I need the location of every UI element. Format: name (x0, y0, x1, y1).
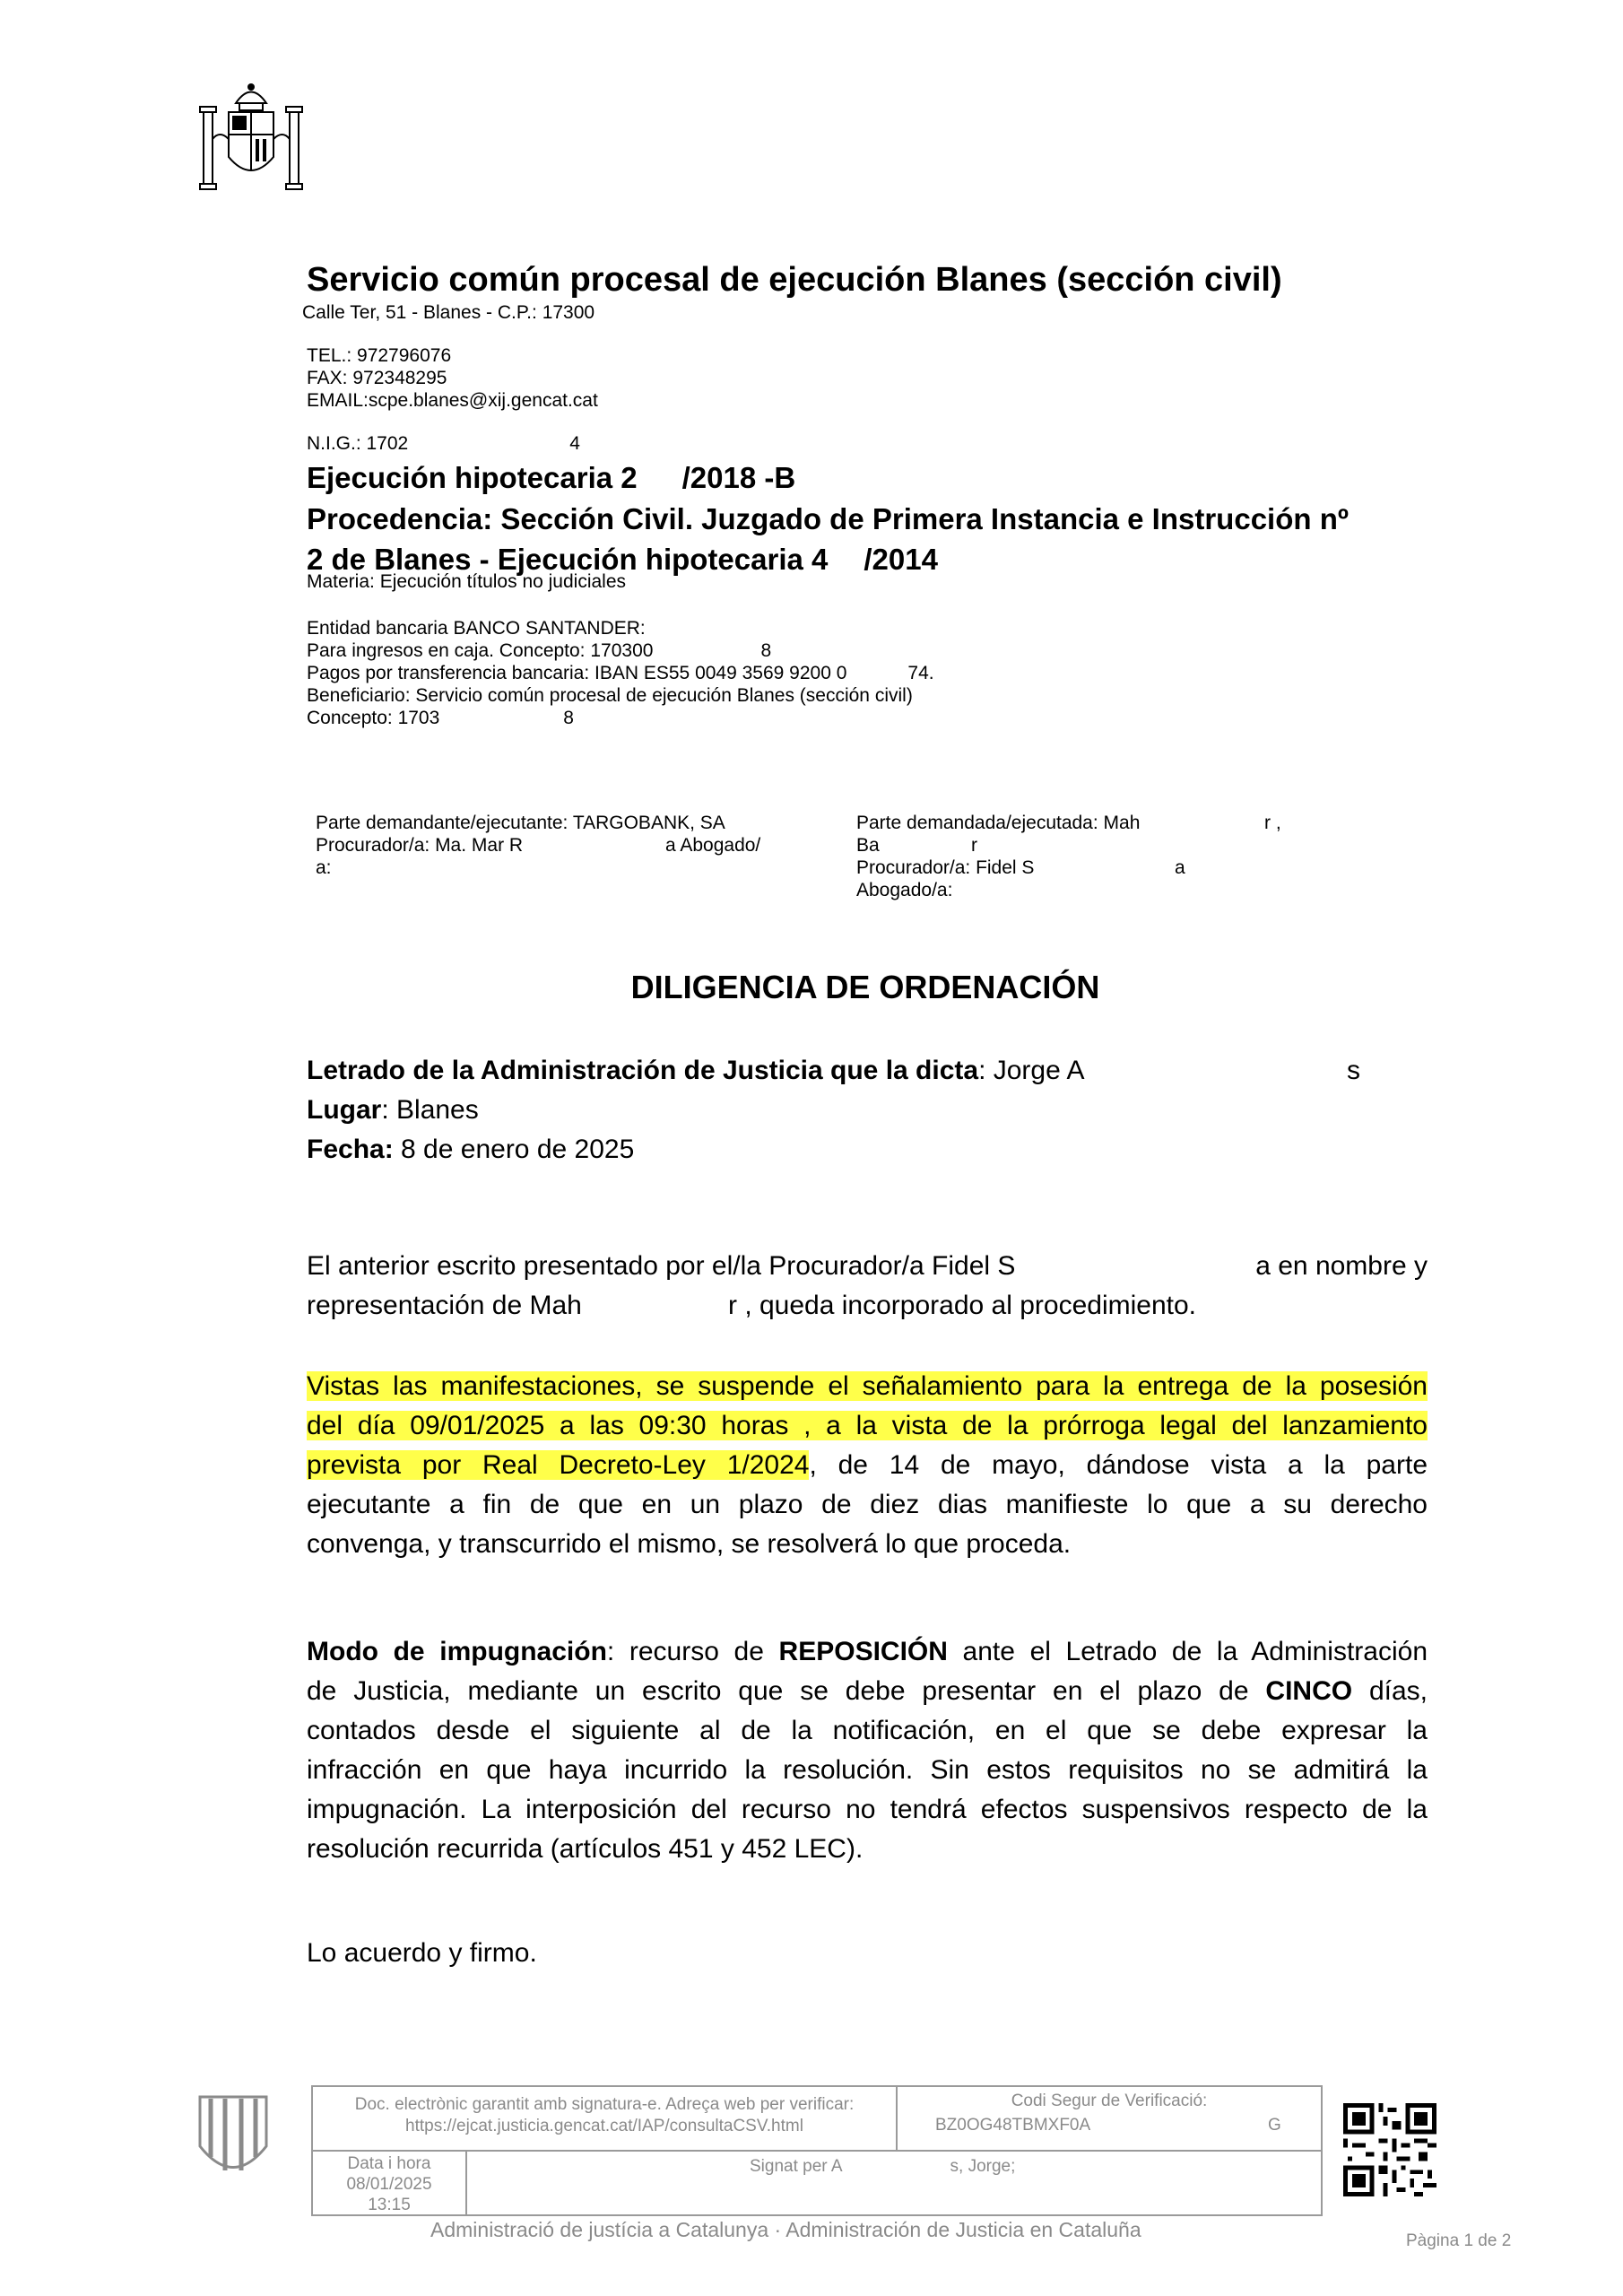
bank-concepto-a: Concepto: 1703 (307, 708, 440, 728)
date-value: 08/01/2025 (346, 2175, 432, 2194)
p2-line-4: ejecutante a fin de que en un plazo de diez dias manifieste lo que a su derecho (307, 1490, 1428, 1519)
party-plaintiff: Parte demandante/ejecutante: TARGOBANK, SA (316, 813, 725, 833)
party-right-3a: Procurador/a: Fidel S (856, 857, 1035, 878)
p2-line-2: del día 09/01/2025 a las 09:30 horas , a la vista de la prórroga legal del lanzamiento (307, 1411, 1428, 1440)
p1-d: r , queda incorporado al procedimiento. (728, 1291, 1196, 1320)
fax: FAX: 972348295 (307, 368, 447, 388)
nig-label: N.I.G.: 1702 (307, 433, 409, 454)
csv-cell (898, 2087, 1321, 2152)
party-left-2b: a Abogado/ (665, 835, 761, 856)
csv-label: Codi Segur de Verificació: (1011, 2092, 1208, 2110)
p2-line-1: Vistas las manifestaciones, se suspende el señalamiento para la entrega de la posesión (307, 1371, 1428, 1401)
procedencia-2b: /2014 (864, 543, 938, 576)
bank-transfer (307, 662, 934, 685)
document-title: DILIGENCIA DE ORDENACIÓN (630, 969, 1100, 1005)
letrado-value: : Jorge A (978, 1056, 1085, 1085)
administration-footer: Administració de justícia a Catalunya · Administración de Justicia en Cataluña (430, 2218, 1141, 2241)
telephone: TEL.: 972796076 (307, 345, 452, 366)
p1-a: El anterior escrito presentado por el/la Procurador/a Fidel S (307, 1251, 1016, 1281)
date-cell (313, 2152, 467, 2214)
doc-line-1: Doc. electrònic garantit amb signatura-e. Adreça web per verificar: (354, 2095, 855, 2114)
generalitat-shield-icon (193, 2090, 273, 2188)
p3-l2b: CINCO (1265, 1676, 1353, 1706)
paragraph-1-line-1 (307, 1247, 1428, 1286)
paragraph-2 (307, 1367, 1428, 1564)
doc-verify-url[interactable]: https://ejcat.justicia.gencat.cat/IAP/consultaCSV.html (405, 2117, 803, 2135)
p3-line-4: infracción en que haya incurrido la resolución. Sin estos requisitos no se admitirá la (307, 1755, 1428, 1785)
verification-box (311, 2085, 1323, 2216)
procedencia-2a: 2 de Blanes - Ejecución hipotecaria 4 (307, 543, 829, 576)
bank-caja-b: 8 (760, 640, 772, 661)
spain-coat-of-arms-icon (193, 76, 309, 202)
date-label: Data i hora (347, 2154, 431, 2173)
bank-concepto (307, 707, 574, 730)
bank-concepto-b: 8 (563, 708, 574, 728)
letrado-label: Letrado de la Administración de Justicia que la dicta (307, 1056, 979, 1085)
p3-b: REPOSICIÓN (778, 1637, 948, 1666)
p1-b: a en nombre y (1255, 1251, 1428, 1281)
service-title: Servicio común procesal de ejecución Blanes (sección civil) (307, 261, 1282, 299)
page-number: Pàgina 1 de 2 (1406, 2231, 1512, 2250)
party-defendant-abogado: Abogado/a: (856, 880, 953, 900)
paragraph-3 (307, 1632, 1428, 1869)
lugar-line (307, 1091, 479, 1130)
p3-line-5: impugnación. La interposición del recurso no tendrá efectos suspensivos respecto de la (307, 1795, 1428, 1824)
bank-transfer-b: 74. (907, 663, 934, 683)
qr-code-icon[interactable] (1343, 2103, 1436, 2196)
closing: Lo acuerdo y firmo. (307, 1938, 537, 1968)
p3-a: : recurso de (606, 1637, 779, 1666)
p2-line-3-rest: , de 14 de mayo, dándose vista a la parte (809, 1450, 1428, 1480)
p3-l2a: de Justicia, mediante un escrito que se debe presentar en el plazo de (307, 1676, 1266, 1706)
signed-by (750, 2157, 1015, 2177)
signed-a: Signat per A (750, 2157, 843, 2176)
bank-caja (307, 639, 771, 663)
party-right-1b: r , (1264, 813, 1281, 833)
bank-entity: Entidad bancaria BANCO SANTANDER: (307, 618, 646, 639)
doc-guarantee-cell (313, 2087, 898, 2152)
p3-c: ante el Letrado de la Administración (947, 1637, 1428, 1666)
bank-beneficiary: Beneficiario: Servicio común procesal de ejecución Blanes (sección civil) (307, 685, 913, 706)
signed-b: s, Jorge; (950, 2157, 1016, 2176)
csv-value: BZ0OG48TBMXF0A (935, 2116, 1091, 2135)
time-value: 13:15 (368, 2196, 411, 2214)
p3-label: Modo de impugnación (307, 1637, 607, 1666)
party-right-1a: Parte demandada/ejecutada: Mah (856, 813, 1141, 833)
paragraph-1-line-2 (307, 1286, 1428, 1326)
fecha-value: 8 de enero de 2025 (393, 1135, 635, 1164)
party-right-2a: Ba (856, 835, 880, 856)
materia: Materia: Ejecución títulos no judiciales (307, 571, 627, 592)
party-right-2b: r (971, 835, 977, 856)
nig-suffix: 4 (569, 433, 580, 454)
fecha-line (307, 1130, 634, 1170)
party-defendant-procurador (856, 857, 1305, 880)
p1-c: representación de Mah (307, 1291, 582, 1320)
party-defendant (856, 812, 1305, 835)
party-right-3b: a (1175, 857, 1185, 878)
p3-l2c: días, (1352, 1676, 1428, 1706)
letrado-suffix: s (1347, 1056, 1360, 1085)
p2-line-3: prevista por Real Decreto-Ley 1/2024 (307, 1450, 810, 1480)
case-number (307, 457, 795, 499)
party-plaintiff-abogado: a: (316, 857, 332, 878)
bank-caja-a: Para ingresos en caja. Concepto: 170300 (307, 640, 654, 661)
nig (307, 432, 580, 456)
fecha-label: Fecha: (307, 1135, 394, 1164)
p2-line-5: convenga, y transcurrido el mismo, se resolverá lo que proceda. (307, 1529, 1072, 1559)
case-number-b: /2018 -B (681, 461, 796, 494)
address: Calle Ter, 51 - Blanes - C.P.: 17300 (302, 302, 595, 323)
bank-transfer-a: Pagos por transferencia bancaria: IBAN ES55 0049 3569 9200 0 (307, 663, 847, 683)
letrado-line (307, 1051, 1428, 1091)
csv-suffix: G (1268, 2116, 1281, 2135)
p3-line-3: contados desde el siguiente al de la notificación, en el que se debe expresar la (307, 1716, 1428, 1745)
lugar-label: Lugar (307, 1095, 382, 1125)
party-plaintiff-procurador (316, 834, 782, 857)
procedencia-line-1: Procedencia: Sección Civil. Juzgado de Primera Instancia e Instrucción nº (307, 502, 1349, 535)
party-left-2a: Procurador/a: Ma. Mar R (316, 835, 524, 856)
email: EMAIL:scpe.blanes@xij.gencat.cat (307, 390, 598, 411)
lugar-value: : Blanes (381, 1095, 479, 1125)
party-defendant-name (856, 834, 1305, 857)
case-number-a: Ejecución hipotecaria 2 (307, 461, 638, 494)
p3-line-6: resolución recurrida (artículos 451 y 452 LEC). (307, 1834, 864, 1864)
